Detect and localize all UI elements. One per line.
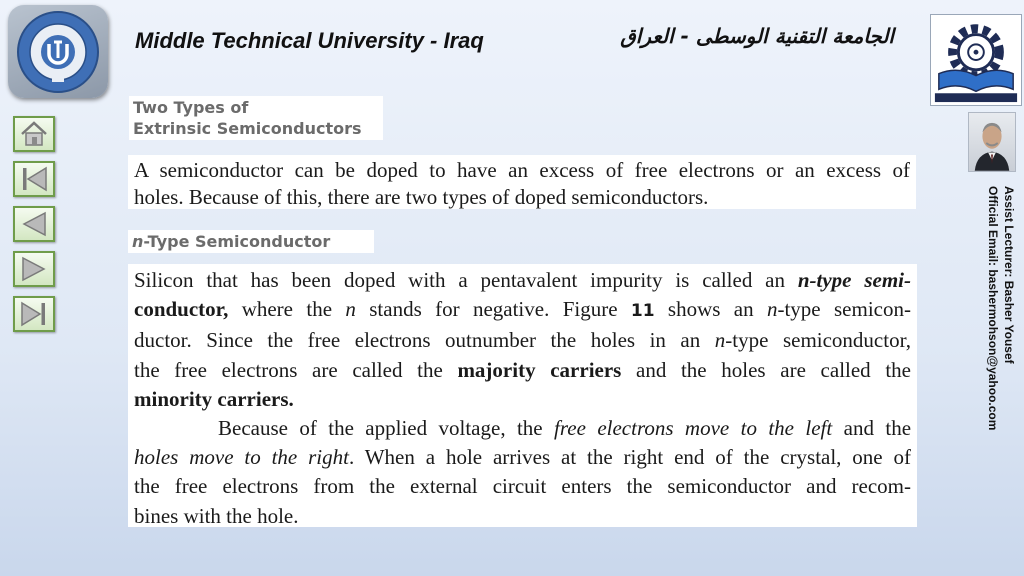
lecturer-photo	[968, 112, 1016, 172]
first-slide-icon	[19, 165, 49, 193]
next-slide-icon	[19, 255, 49, 283]
university-seal-icon	[16, 10, 100, 94]
person-portrait-icon	[969, 113, 1015, 171]
body-line-5: minority carriers.	[134, 386, 294, 411]
intro-paragraph	[128, 155, 916, 209]
body-line-7: holes move to the right. When a hole arrives at the right end of the crystal, one of	[134, 445, 912, 470]
lecturer-credit	[977, 186, 1017, 466]
first-slide-button[interactable]	[13, 161, 55, 197]
last-slide-button[interactable]	[13, 296, 55, 332]
lecturer-email: Official Email: bashermohson@yahoo.com	[986, 186, 1000, 431]
gear-book-icon	[931, 15, 1021, 105]
intro-line-2: holes. Because of this, there are two types of doped semiconductors.	[134, 185, 709, 209]
figure-number: 11	[630, 301, 655, 322]
body-line-2: conductor, where the n stands for negative. Figure 11 shows an n-type semicon-	[134, 297, 911, 322]
university-title-english: Middle Technical University - Iraq	[135, 28, 484, 53]
previous-slide-button[interactable]	[13, 206, 55, 242]
heading-n: n	[132, 232, 144, 251]
next-slide-button[interactable]	[13, 251, 55, 287]
heading-rest: -Type Semiconductor	[143, 232, 331, 251]
body-line-6: Because of the applied voltage, the free electrons move to the left and the	[218, 416, 912, 441]
section-heading-extrinsic	[129, 96, 383, 140]
body-line-9: bines with the hole.	[134, 503, 299, 528]
body-line-3: ductor. Since the free electrons outnumber the holes in an n-type semiconductor,	[134, 328, 911, 353]
body-line-1: Silicon that has been doped with a pentavalent impurity is called an n-type semi-	[134, 268, 911, 292]
intro-line-1: A semiconductor can be doped to have an excess of free electrons or an excess of	[134, 158, 910, 182]
slide-navigation	[13, 116, 57, 341]
university-logo	[8, 5, 108, 98]
home-icon	[19, 120, 49, 148]
last-slide-icon	[19, 300, 49, 328]
body-line-8: the free electrons from the external circuit enters the semiconductor and recom-	[134, 474, 911, 499]
heading-line-1: Two Types of	[133, 98, 249, 117]
section-heading-ntype	[128, 230, 374, 253]
heading-line-2: Extrinsic Semiconductors	[133, 119, 362, 138]
university-title-arabic: الجامعة التقنية الوسطى - العراق	[620, 24, 894, 48]
previous-slide-icon	[19, 210, 49, 238]
engineering-college-logo	[930, 14, 1022, 106]
ntype-paragraph	[128, 264, 917, 527]
lecturer-name: Assist Lecturer: Basher Yousef	[1002, 186, 1016, 364]
body-line-4: the free electrons are called the majority carriers and the holes are called the	[134, 357, 911, 382]
home-button[interactable]	[13, 116, 55, 152]
